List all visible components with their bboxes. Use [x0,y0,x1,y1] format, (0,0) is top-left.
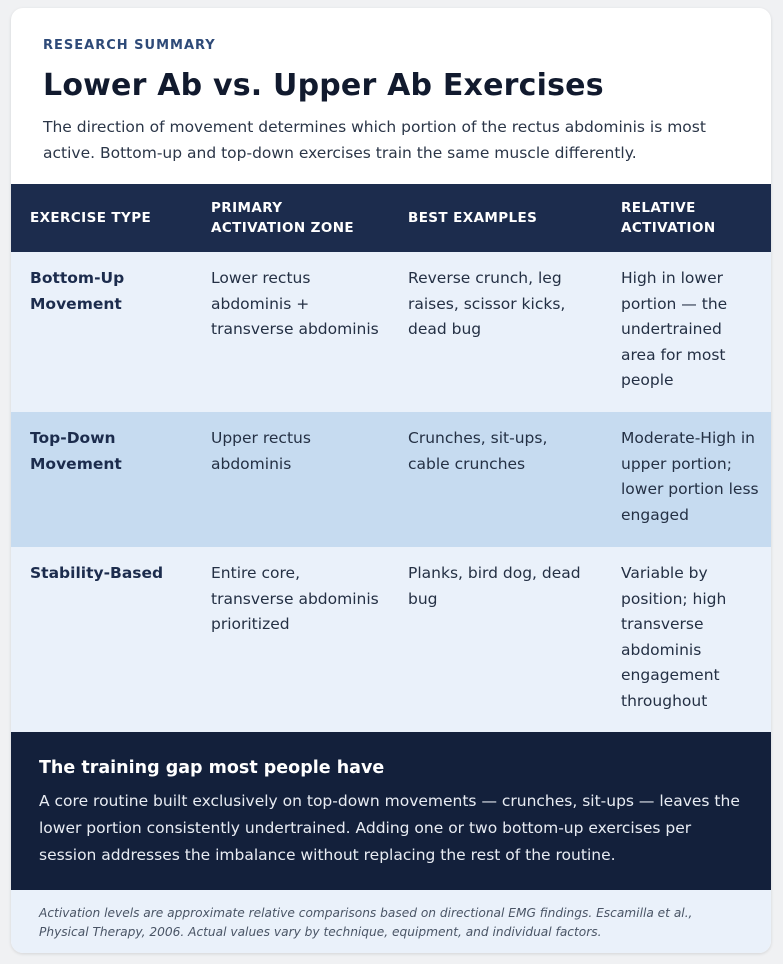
page-subtitle: The direction of movement determines which portion of the rectus abdominis is most active. Bottom-up and top-down exercises train the same muscle differently. [43,118,706,162]
column-header-best-examples: BEST EXAMPLES [408,210,538,226]
research-summary-card [11,8,771,953]
cell-exercise-type: Stability-Based [30,564,164,582]
callout-title: The training gap most people have [39,758,385,778]
eyebrow-label: RESEARCH SUMMARY [43,38,216,53]
table-row [11,252,771,412]
card-header [11,8,771,184]
column-header-activation-zone: PRIMARY ACTIVATION ZONE [211,200,355,236]
exercise-comparison-table [11,184,771,732]
page-title: Lower Ab vs. Upper Ab Exercises [43,68,604,103]
cell-activation-zone: Upper rectus abdominis [211,429,311,473]
cell-exercise-type: Top-Down Movement [30,429,122,473]
callout-body: A core routine built exclusively on top-down movements — crunches, sit-ups — leaves the lower portion consistently undertrained. Adding one or two bottom-up exercises per session addresses the imbalance without replacing the rest of the routine. [39,792,740,864]
cell-exercise-type: Bottom-Up Movement [30,269,125,313]
footnote: Activation levels are approximate relative comparisons based on directional EMG findings. Escamilla et al., Physical Therapy, 2006. Actual values vary by technique, equipment, and individual factors. [11,890,771,953]
cell-relative-activation: Moderate-High in upper portion; lower portion less engaged [621,429,759,524]
training-gap-callout [11,732,771,890]
column-header-relative-activation: RELATIVE ACTIVATION [621,200,716,236]
table-row [11,412,771,547]
cell-relative-activation: High in lower portion — the undertrained area for most people [621,269,728,389]
table-header-row [11,184,771,252]
table-row [11,547,771,732]
cell-best-examples: Crunches, sit-ups, cable crunches [408,429,548,473]
table-body [11,252,771,732]
cell-relative-activation: Variable by position; high transverse abdominis engagement throughout [621,564,727,710]
column-header-exercise-type: EXERCISE TYPE [30,210,152,226]
cell-best-examples: Reverse crunch, leg raises, scissor kicks, dead bug [408,269,566,338]
cell-activation-zone: Lower rectus abdominis + transverse abdominis [211,269,379,338]
table-header [11,184,771,252]
cell-activation-zone: Entire core, transverse abdominis prioritized [211,564,379,633]
cell-best-examples: Planks, bird dog, dead bug [408,564,581,608]
